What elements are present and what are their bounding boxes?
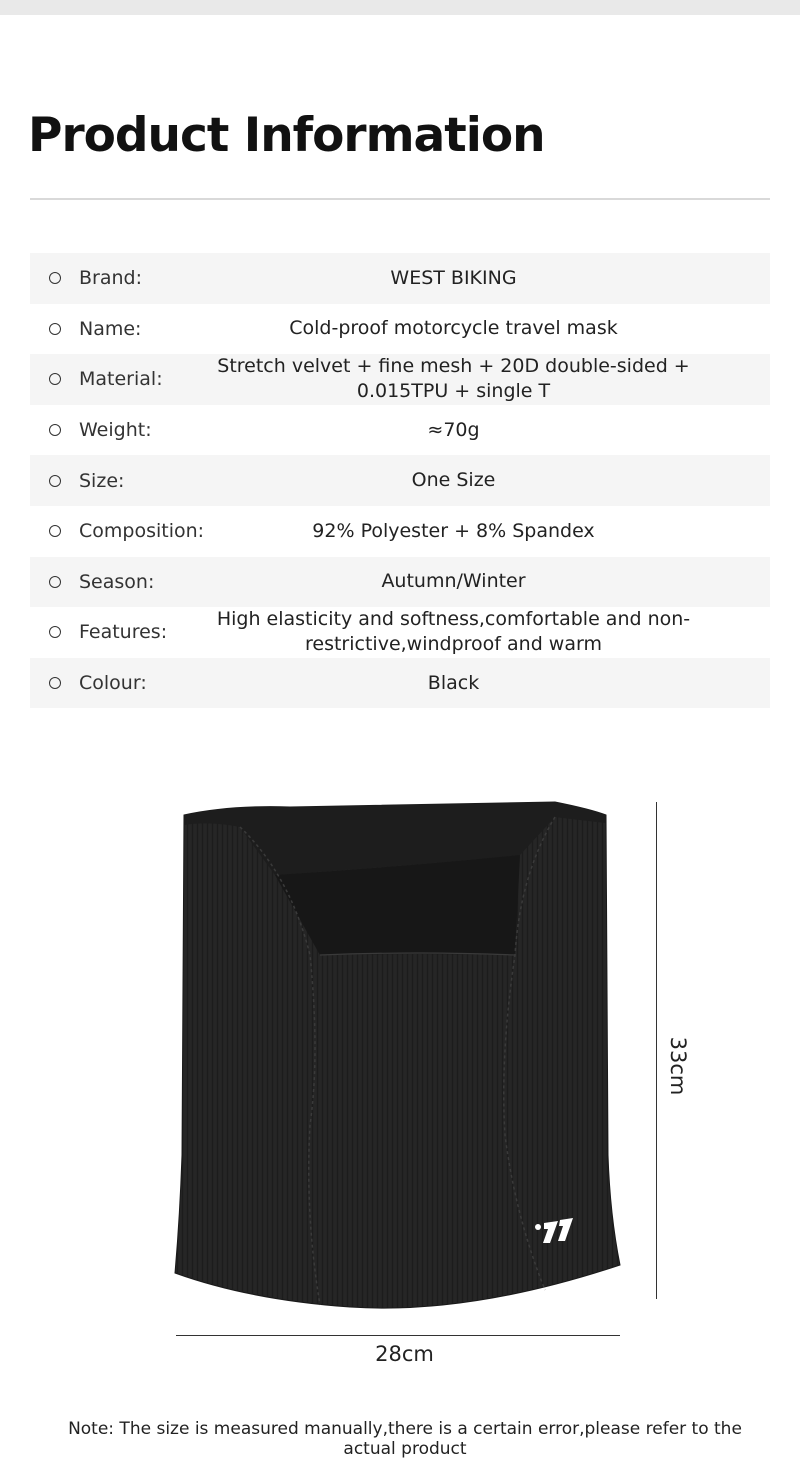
height-dimension-line xyxy=(656,802,657,1299)
circle-bullet-icon xyxy=(49,424,61,436)
spec-row-material xyxy=(30,354,770,405)
top-bar xyxy=(0,0,800,15)
spec-label: Season: xyxy=(79,570,155,593)
circle-bullet-icon xyxy=(49,525,61,537)
spec-row-season xyxy=(30,557,770,608)
spec-value: Black xyxy=(427,671,480,694)
title-divider xyxy=(30,198,770,200)
spec-value: WEST BIKING xyxy=(390,266,517,289)
spec-row-brand xyxy=(30,253,770,304)
spec-value: High elasticity and softness,comfortable and non-restrictive,windproof and warm xyxy=(216,608,691,656)
spec-label: Colour: xyxy=(79,672,147,695)
spec-row-composition xyxy=(30,506,770,557)
circle-bullet-icon xyxy=(49,323,61,335)
circle-bullet-icon xyxy=(49,576,61,588)
page-title: Product Information xyxy=(28,108,545,163)
circle-bullet-icon xyxy=(49,475,61,487)
spec-value: One Size xyxy=(411,469,496,492)
measurement-note: Note: The size is measured manually,there is a certain error,please refer to the actual product xyxy=(68,1419,742,1459)
spec-row-features xyxy=(30,607,770,658)
circle-bullet-icon xyxy=(49,373,61,385)
width-dimension-line xyxy=(176,1335,620,1336)
spec-row-size xyxy=(30,455,770,506)
height-dimension-label: 33cm xyxy=(666,1036,690,1096)
spec-value: 92% Polyester + 8% Spandex xyxy=(312,519,595,542)
circle-bullet-icon xyxy=(49,677,61,689)
spec-label: Material: xyxy=(79,368,163,391)
spec-label: Brand: xyxy=(79,267,142,290)
circle-bullet-icon xyxy=(49,272,61,284)
spec-row-colour xyxy=(30,658,770,709)
spec-value: Stretch velvet + fine mesh + 20D double-sided + 0.015TPU + single T xyxy=(217,355,690,403)
spec-value: Cold-proof motorcycle travel mask xyxy=(289,317,618,340)
spec-row-name xyxy=(30,304,770,355)
spec-row-weight xyxy=(30,405,770,456)
neck-gaiter-product-image xyxy=(170,795,630,1315)
spec-label: Features: xyxy=(79,621,168,644)
spec-value: ≈70g xyxy=(427,418,480,441)
spec-label: Composition: xyxy=(79,520,205,543)
spec-label: Weight: xyxy=(79,419,152,442)
circle-bullet-icon xyxy=(49,626,61,638)
spec-label: Name: xyxy=(79,317,142,340)
spec-value: Autumn/Winter xyxy=(381,570,526,593)
spec-table xyxy=(30,253,770,708)
spec-label: Size: xyxy=(79,469,125,492)
width-dimension-label: 28cm xyxy=(375,1342,434,1366)
